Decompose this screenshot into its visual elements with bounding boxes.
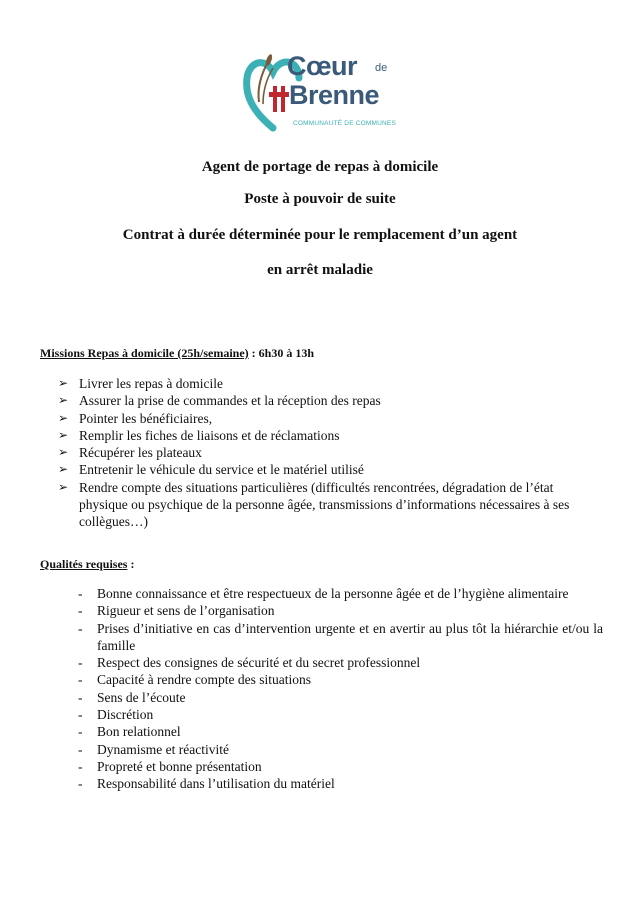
contract-heading: Contrat à durée déterminée pour le remplacement d’un agent [122, 227, 518, 243]
list-item-text: Responsabilité dans l’utilisation du matériel [97, 776, 335, 792]
list-item [78, 758, 603, 775]
list-item [78, 585, 603, 602]
arrow-bullet-icon: ➢ [58, 462, 69, 477]
qualites-section-title [40, 557, 134, 572]
list-item-text: Remplir les fiches de liaisons et de réclamations [79, 427, 340, 443]
dash-bullet-icon: - [78, 758, 83, 774]
contract-heading-continued: en arrêt maladie [267, 262, 373, 278]
qualites-suffix: : [127, 557, 135, 571]
dash-bullet-icon: - [78, 603, 83, 619]
list-item [78, 620, 603, 655]
list-item [78, 671, 603, 688]
list-item [58, 375, 603, 392]
list-item [58, 427, 603, 444]
list-item-text: Sens de l’écoute [97, 689, 186, 705]
qualites-title: Qualités requises [40, 557, 128, 571]
dash-bullet-icon: - [78, 620, 83, 636]
dash-bullet-icon: - [78, 724, 83, 740]
list-item-text: Livrer les repas à domicile [79, 376, 223, 391]
logo-word-coeur: Cœur [287, 51, 357, 81]
list-item-text: Pointer les bénéficiaires, [79, 410, 213, 426]
arrow-bullet-icon: ➢ [58, 376, 69, 390]
list-item-text: Bon relationnel [97, 724, 181, 740]
arrow-bullet-icon: ➢ [58, 393, 69, 408]
logo-word-de: de [375, 62, 388, 74]
arrow-bullet-icon: ➢ [58, 427, 69, 442]
list-item-text: Rigueur et sens de l’organisation [97, 603, 275, 619]
job-title-heading: Agent de portage de repas à domicile [201, 159, 439, 175]
list-item-text: Dynamisme et réactivité [97, 741, 229, 757]
dash-bullet-icon: - [78, 586, 83, 601]
logo-subtitle: COMMUNAUTÉ DE COMMUNES [293, 120, 396, 127]
arrow-bullet-icon: ➢ [58, 479, 69, 494]
list-item [78, 654, 603, 671]
availability-heading: Poste à pouvoir de suite [244, 191, 396, 207]
list-item [78, 689, 603, 706]
list-item [58, 444, 603, 461]
list-item [58, 410, 603, 427]
list-item-text: Prises d’initiative en cas d’intervention urgente et en avertir au plus tôt la hiérarchie et/ou la famille [97, 620, 603, 653]
list-item [78, 706, 603, 723]
list-item [58, 392, 603, 409]
dash-bullet-icon: - [78, 707, 83, 723]
dash-bullet-icon: - [78, 655, 83, 671]
list-item [78, 602, 603, 619]
qualites-list [78, 585, 603, 793]
list-item-text: Discrétion [97, 707, 154, 723]
list-item-text: Rendre compte des situations particulières (difficultés rencontrées, dégradation de l’état physique ou psychique de la personne âgée, transmissions d’informations nécessaires à ses collègues…) [79, 479, 570, 530]
arrow-bullet-icon: ➢ [58, 445, 69, 460]
list-item-text: Récupérer les plateaux [79, 445, 202, 461]
logo-coeur-de-brenne [243, 48, 403, 132]
missions-list [58, 375, 603, 531]
list-item-text: Propreté et bonne présentation [97, 758, 262, 774]
missions-section-title [40, 346, 314, 361]
list-item [78, 723, 603, 740]
list-item-text: Assurer la prise de commandes et la réception des repas [79, 393, 381, 409]
arrow-bullet-icon: ➢ [58, 410, 69, 425]
list-item-text: Capacité à rendre compte des situations [97, 672, 312, 688]
list-item [58, 479, 603, 531]
missions-hours: : 6h30 à 13h [248, 346, 315, 360]
dash-bullet-icon: - [78, 776, 83, 792]
list-item [78, 741, 603, 758]
list-item-text: Bonne connaissance et être respectueux de la personne âgée et de l’hygiène alimentaire [97, 586, 569, 601]
dash-bullet-icon: - [78, 741, 83, 757]
list-item [78, 775, 603, 792]
list-item [58, 461, 603, 478]
logo-word-brenne: Brenne [289, 80, 380, 110]
missions-title: Missions Repas à domicile (25h/semaine) [40, 346, 249, 360]
list-item-text: Respect des consignes de sécurité et du secret professionnel [97, 655, 421, 671]
dash-bullet-icon: - [78, 672, 83, 688]
dash-bullet-icon: - [78, 689, 83, 705]
list-item-text: Entretenir le véhicule du service et le matériel utilisé [79, 462, 364, 478]
